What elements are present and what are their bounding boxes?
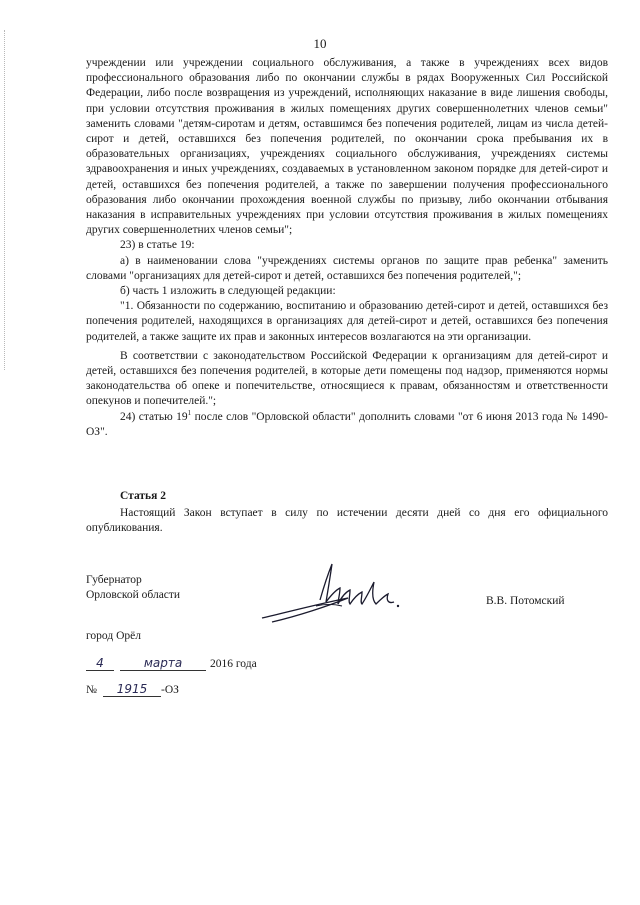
law-number-value: 1915 [103, 683, 161, 697]
item-24-text-rest: после слов "Орловской области" дополнить словами "от 6 июня 2013 года № 1490-ОЗ". [86, 410, 608, 438]
law-number [86, 683, 179, 697]
item-24-superscript: 1 [187, 408, 192, 417]
document-body [86, 56, 608, 440]
date-year: 2016 года [210, 658, 257, 670]
law-number-suffix: -ОЗ [160, 684, 179, 696]
signatory-title-line-1: Губернатор [86, 574, 142, 586]
scan-margin-marks [4, 30, 7, 370]
paragraph-continuation: учреждении или учреждении социального обслуживания, а также в учреждениях всех видов профессионального образования либо по окончании службы в рядах Вооруженных Сил Российской Федерации, либо после возвращения из учреждений, исполняющих наказание в виде лишения свободы, при условии отсутствия проживания в жилых помещениях других совершеннолетних членов семьи" заменить словами "детям-сиротам и детям, оставшимся без попечения родителей, лицам из числа детей-сирот и детей, оставшихся без попечения родителей, по окончании срока пребывания их в образовательных организациях, учреждениях социального обслуживания, учреждениях системы здравоохранения и иных учреждениях, создаваемых в установленном законом порядке для детей-сирот и детей, оставшихся без попечения родителей, а также по завершении получения профессионального образования либо окончании прохождения военной службы по призыву, либо окончании отбывания наказания в исправительных учреждениях при условии отсутствия проживания в жилых помещениях других совершеннолетних членов семьи"; [86, 57, 608, 237]
paragraph-subitem-a: а) в наименовании слова "учреждениях системы органов по защите прав ребенка" заменить словами "организациях для детей-сирот и детей, оставшихся без попечения родителей,"; [86, 254, 608, 282]
city-name: город Орёл [86, 630, 141, 642]
date-month: марта [120, 657, 206, 671]
article-2-title: Статья 2 [120, 490, 166, 502]
signatory-title [86, 573, 180, 603]
handwritten-signature [258, 560, 408, 630]
item-24-text: 24) статью 19 [120, 410, 188, 423]
paragraph-part-1: "1. Обязанности по содержанию, воспитанию и образованию детей-сирот и детей, оставшихся без попечения родителей, находящихся в организациях для детей-сирот и детей, оставшихся без попечения родителей, а также защите их прав и законных интересов возлагаются на эти организации. [86, 300, 608, 343]
paragraph-item-24 [86, 410, 608, 440]
page-number: 10 [313, 36, 327, 51]
law-number-prefix: № [86, 684, 97, 696]
signing-date [86, 657, 257, 671]
paragraph-item-23: 23) в статье 19: [120, 239, 195, 252]
article-2-text: Настоящий Закон вступает в силу по истечении десяти дней со дня его официального опубликования. [86, 507, 608, 535]
signatory-title-line-2: Орловской области [86, 589, 181, 602]
paragraph-subitem-b: б) часть 1 изложить в следующей редакции: [120, 285, 336, 298]
paragraph-part-1-continued: В соответствии с законодательством Российской Федерации к организациям для детей-сирот и детей, оставшихся без попечения родителей, в которые дети помещены под надзор, применяются нормы законодательства об опеке и попечительстве, относящиеся к правам, обязанностям и ответственности опекунов и попечителей."; [86, 349, 608, 408]
signatory-name: В.В. Потомский [486, 595, 565, 607]
date-day: 4 [86, 657, 114, 671]
